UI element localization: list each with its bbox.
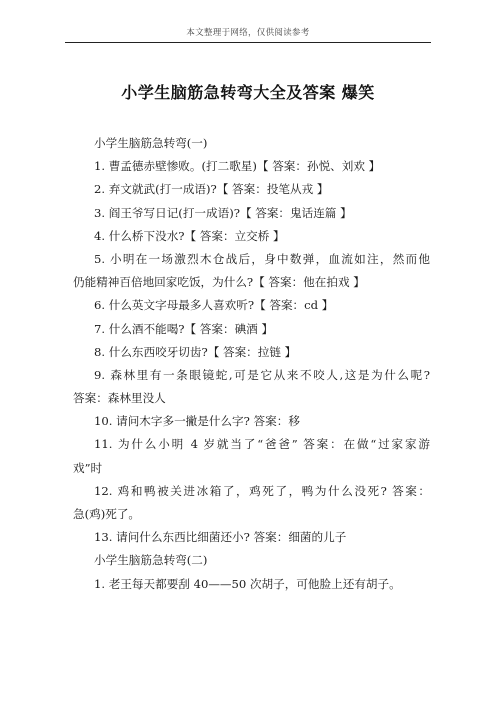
body-line: 急(鸡)死了。 xyxy=(73,507,141,521)
document-title: 小学生脑筋急转弯大全及答案 爆笑 xyxy=(121,83,375,102)
body-line: 4. 什么桥下没水?【 答案：立交桥 】 xyxy=(94,228,285,243)
body-line: 戏”时 xyxy=(73,460,103,475)
body-line: 答案：森林里没人 xyxy=(73,391,166,406)
body-line: 5. 小明在一场激烈木仓战后，身中数弹，血流如注，然而他 xyxy=(94,251,430,266)
body-line: 9. 森林里有一条眼镜蛇,可是它从来不咬人,这是为什么呢? xyxy=(94,367,430,382)
body-line: 1. 老王每天都要刮 40——50 次胡子，可他脸上还有胡子。 xyxy=(94,576,401,591)
body-line: 1. 曹孟德赤壁惨败。(打二歌星)【 答案：孙悦、刘欢 】 xyxy=(94,159,381,174)
body-line: 6. 什么英文字母最多人喜欢听?【 答案：cd 】 xyxy=(94,298,334,313)
header-note: 本文整理于网络，仅供阅读参考 xyxy=(186,28,310,38)
body-line: 13. 请问什么东西比细菌还小? 答案：细菌的儿子 xyxy=(94,530,347,545)
body-line: 2. 弃文就武(打一成语)?【 答案：投笔从戎 】 xyxy=(94,182,329,197)
document-body xyxy=(73,132,430,596)
body-line: 8. 什么东西咬牙切齿?【 答案：拉链 】 xyxy=(94,344,297,359)
body-line: 12. 鸡和鸭被关进冰箱了，鸡死了，鸭为什么没死? 答案： xyxy=(94,483,430,498)
body-line: 小学生脑筋急转弯(二) xyxy=(94,553,208,568)
body-line: 11. 为什么小明 4 岁就当了“爸爸” 答案：在做“过家家游 xyxy=(94,437,430,452)
page-header xyxy=(0,0,496,43)
body-line: 3. 阎王爷写日记(打一成语)?【 答案：鬼话连篇 】 xyxy=(94,205,352,220)
body-line: 小学生脑筋急转弯(一) xyxy=(94,136,208,150)
header-divider xyxy=(65,42,431,43)
body-line: 10. 请问木字多一撇是什么字? 答案：移 xyxy=(94,414,300,429)
body-line: 7. 什么酒不能喝?【 答案：碘酒 】 xyxy=(94,321,274,336)
body-line: 仍能精神百倍地回家吃饭，为什么?【 答案：他在拍戏 】 xyxy=(73,275,365,290)
